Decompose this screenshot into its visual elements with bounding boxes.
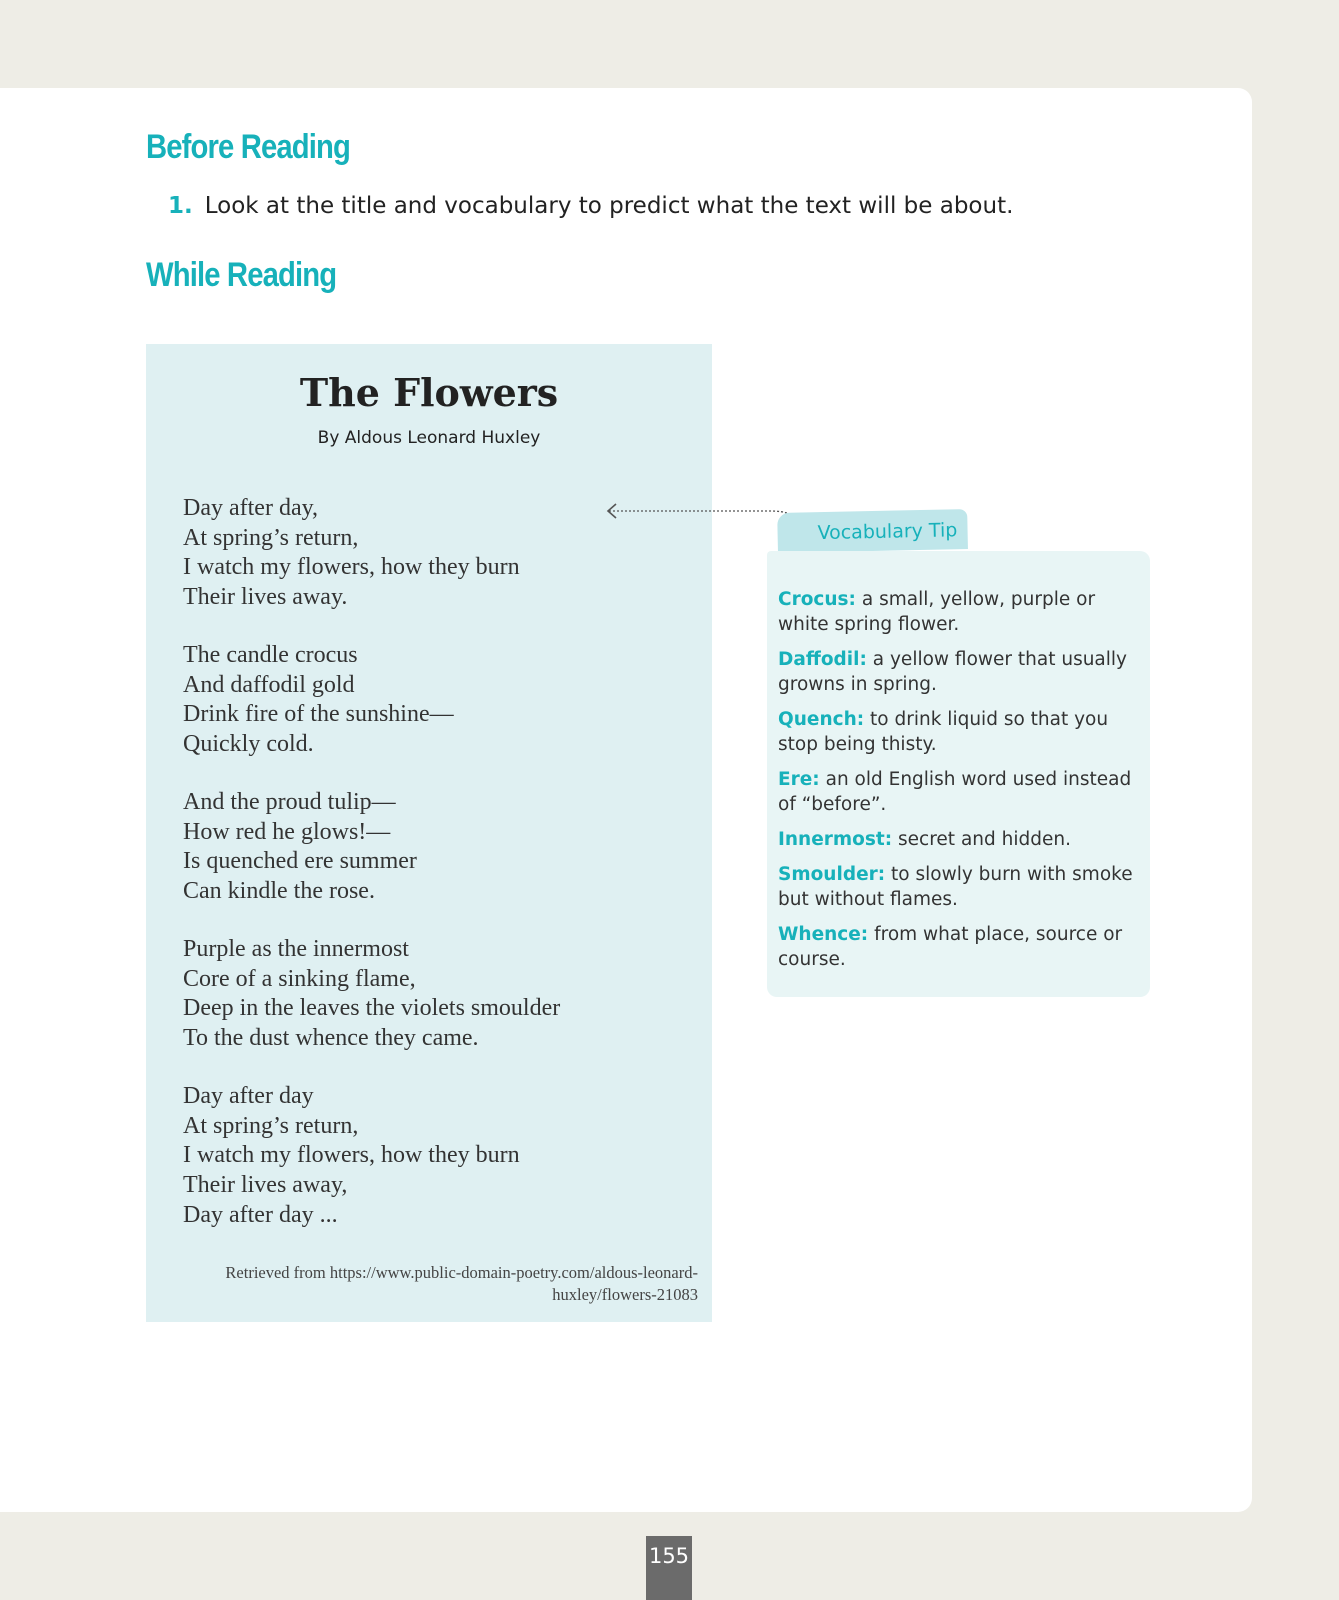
- vocab-entry-quench: [778, 707, 1138, 757]
- poem-line: Drink fire of the sunshine—: [183, 701, 454, 728]
- poem-line: Day after day: [183, 1083, 314, 1109]
- poem-line: Core of a sinking flame,: [183, 965, 416, 992]
- vocab-entry-ere: [778, 767, 1138, 817]
- vocab-term: Crocus:: [778, 589, 856, 610]
- poem-line: Deep in the leaves the violets smoulder: [183, 995, 561, 1022]
- question-1: [168, 193, 1013, 219]
- poem-line: How red he glows!—: [183, 818, 391, 845]
- vocab-term: Innermost:: [778, 829, 893, 850]
- poem-box: [146, 344, 712, 1322]
- poem-stanza-1: [183, 494, 520, 613]
- vocab-term: Whence:: [778, 924, 869, 945]
- heading-before-reading: Before Reading: [146, 128, 351, 166]
- vocab-definition: an old English word used instead of “before”.: [778, 769, 1132, 815]
- poem-line: The candle crocus: [183, 642, 358, 668]
- poem-author: By Aldous Leonard Huxley: [317, 428, 541, 448]
- vocabulary-box: [767, 551, 1150, 997]
- vocab-entry-whence: [778, 922, 1138, 972]
- vocab-definition: a small, yellow, purple or white spring flower.: [778, 589, 1096, 635]
- question-text: Look at the title and vocabulary to predict what the text will be about.: [204, 193, 1014, 219]
- poem-line: Their lives away,: [183, 1172, 348, 1199]
- vocab-entry-crocus: [778, 587, 1138, 637]
- poem-stanza-2: [183, 641, 454, 760]
- poem-line: Their lives away.: [183, 584, 348, 611]
- poem-title: The Flowers: [299, 370, 559, 415]
- vocabulary-tip-tab: [777, 509, 968, 553]
- vocab-entry-innermost: [778, 827, 1138, 852]
- poem-line: Is quenched ere summer: [183, 848, 417, 875]
- poem-line: I watch my flowers, how they burn: [183, 554, 520, 581]
- poem-line: At spring’s return,: [183, 524, 359, 551]
- vocab-term: Quench:: [778, 709, 865, 730]
- vocab-definition: from what place, source or course.: [778, 924, 1123, 970]
- poem-line: Quickly cold.: [183, 731, 314, 758]
- poem-line: At spring’s return,: [183, 1112, 359, 1139]
- vocab-definition: secret and hidden.: [898, 829, 1071, 850]
- poem-line: And the proud tulip—: [183, 789, 396, 815]
- poem-line: I watch my flowers, how they burn: [183, 1142, 520, 1169]
- poem-source: Retrieved from https://www.public-domain-poetry.com/aldous-leonard-huxley/flowers-21083: [225, 1263, 698, 1304]
- vocab-term: Daffodil:: [778, 649, 867, 670]
- poem-line: Day after day,: [183, 495, 319, 521]
- vocab-entry-smoulder: [778, 862, 1138, 912]
- poem-line: Can kindle the rose.: [183, 878, 375, 905]
- heading-while-reading: While Reading: [146, 256, 337, 294]
- vocab-definition: to slowly burn with smoke but without flames.: [778, 864, 1133, 910]
- vocab-definition: a yellow flower that usually growns in spring.: [778, 649, 1127, 695]
- vocab-entry-daffodil: [778, 647, 1138, 697]
- vocab-term: Ere:: [778, 769, 820, 790]
- question-number: 1.: [168, 193, 193, 219]
- poem-stanza-5: [183, 1082, 520, 1230]
- poem-stanza-4: [183, 935, 560, 1054]
- poem-line: Day after day ...: [183, 1201, 338, 1228]
- vocab-term: Smoulder:: [778, 864, 886, 885]
- vocabulary-list: [778, 587, 1138, 982]
- poem-line: And daffodil gold: [183, 671, 355, 698]
- poem-stanza-3: [183, 788, 417, 907]
- poem-line: To the dust whence they came.: [183, 1025, 479, 1052]
- page-number: 155: [646, 1536, 692, 1600]
- vocab-definition: to drink liquid so that you stop being thisty.: [778, 709, 1109, 755]
- poem-line: Purple as the innermost: [183, 936, 409, 962]
- vocabulary-tip-label: Vocabulary Tip: [817, 519, 958, 545]
